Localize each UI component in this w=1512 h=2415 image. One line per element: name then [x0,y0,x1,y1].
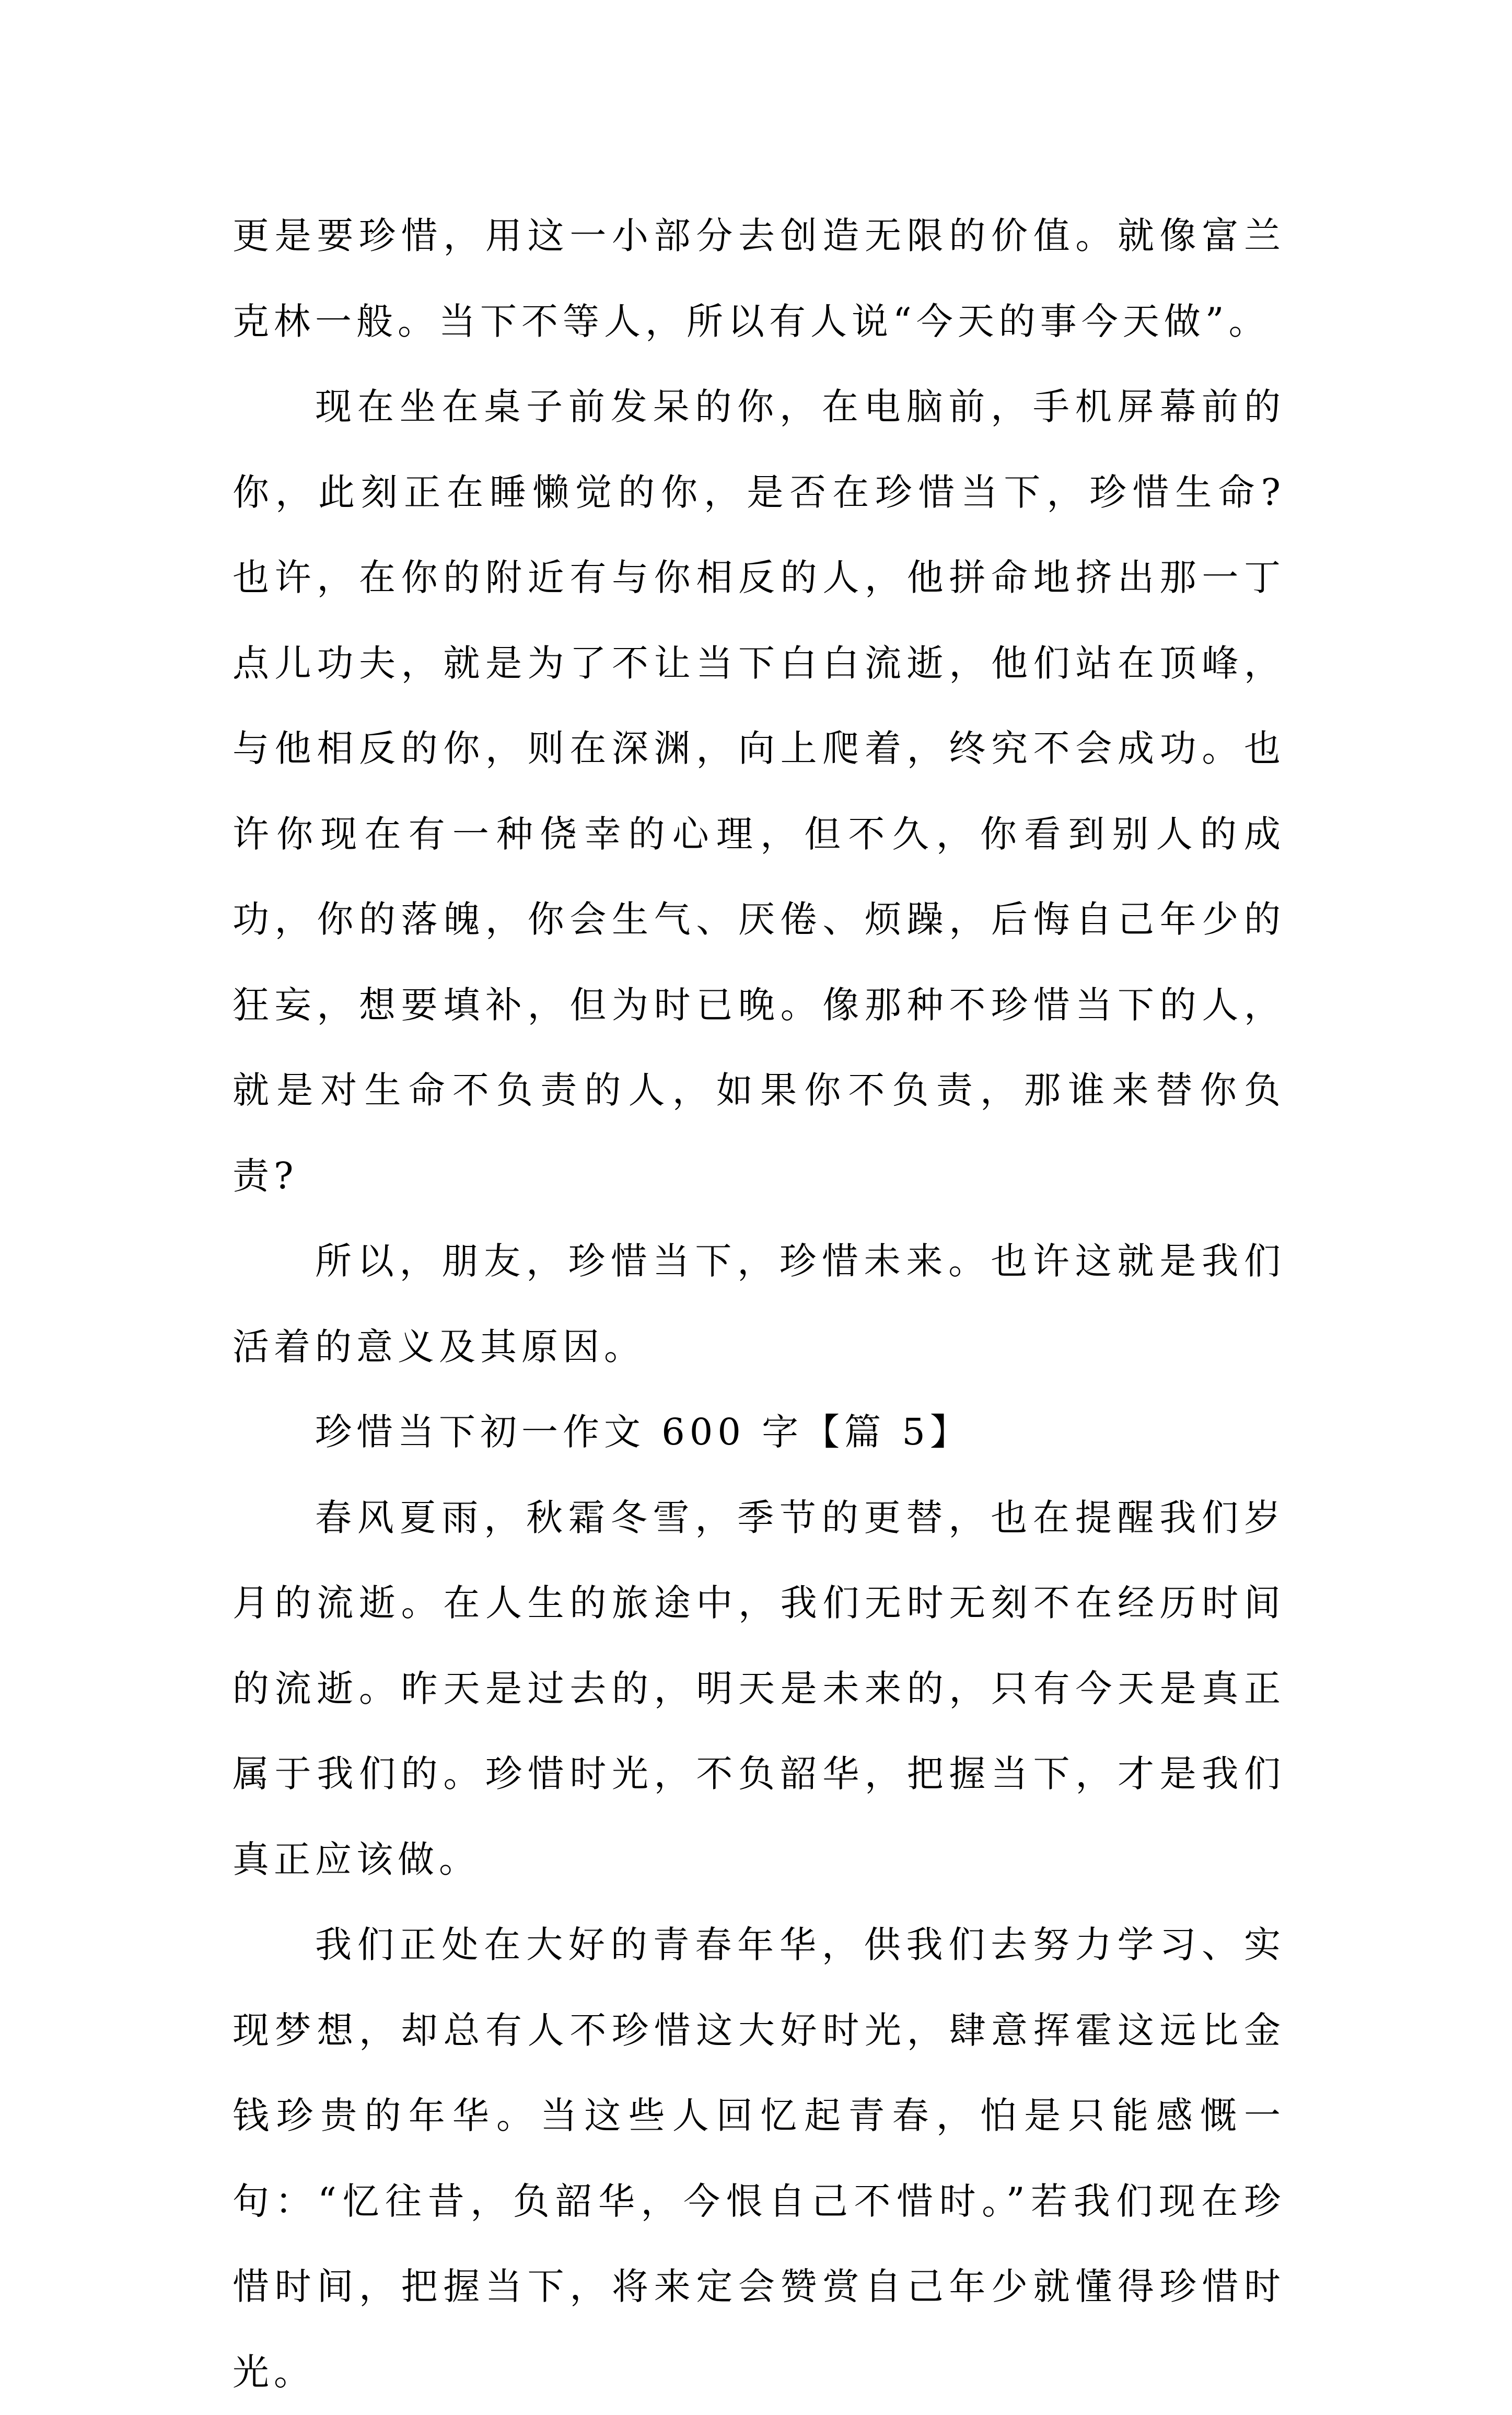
paragraph-cherish-life: 现在坐在桌子前发呆的你，在电脑前，手机屏幕前的你，此刻正在睡懒觉的你，是否在珍惜当下，珍惜生命?也许，在你的附近有与你相反的人，他拼命地挤出那一丁点儿功夫，就是为了不让当下白白流逝，他们站在顶峰，与他相反的你，则在深渊，向上爬着，终究不会成功。也许你现在有一种侥幸的心理，但不久，你看到别人的成功，你的落魄，你会生气、厌倦、烦躁，后悔自己年少的狂妄，想要填补，但为时已晚。像那种不珍惜当下的人，就是对生命不负责的人，如果你不负责，那谁来替你负责? [232,385,1285,1197]
paragraph-youth: 我们正处在大好的青春年华，供我们去努力学习、实现梦想，却总有人不珍惜这大好时光，肆意挥霍这远比金钱珍贵的年华。当这些人回忆起青春，怕是只能感慨一句：“忆往昔，负韶华，今恨自己不惜时。”若我们现在珍惜时间，把握当下，将来定会赞赏自己年少就懂得珍惜时光。 [232,1923,1285,2394]
paragraph-conclusion: 所以，朋友，珍惜当下，珍惜未来。也许这就是我们活着的意义及其原因。 [232,1240,1285,1368]
article-body [232,193,1285,2415]
section-heading: 珍惜当下初一作文 600 字【篇 5】 [315,1411,971,1453]
paragraph-seasons: 春风夏雨，秋霜冬雪，季节的更替，也在提醒我们岁月的流逝。在人生的旅途中，我们无时无刻不在经历时间的流逝。昨天是过去的，明天是未来的，只有今天是真正属于我们的。珍惜时光，不负韶华，把握当下，才是我们真正应该做。 [232,1496,1285,1881]
paragraph-continued: 更是要珍惜，用这一小部分去创造无限的价值。就像富兰克林一般。当下不等人，所以有人说“今天的事今天做”。 [232,214,1285,343]
